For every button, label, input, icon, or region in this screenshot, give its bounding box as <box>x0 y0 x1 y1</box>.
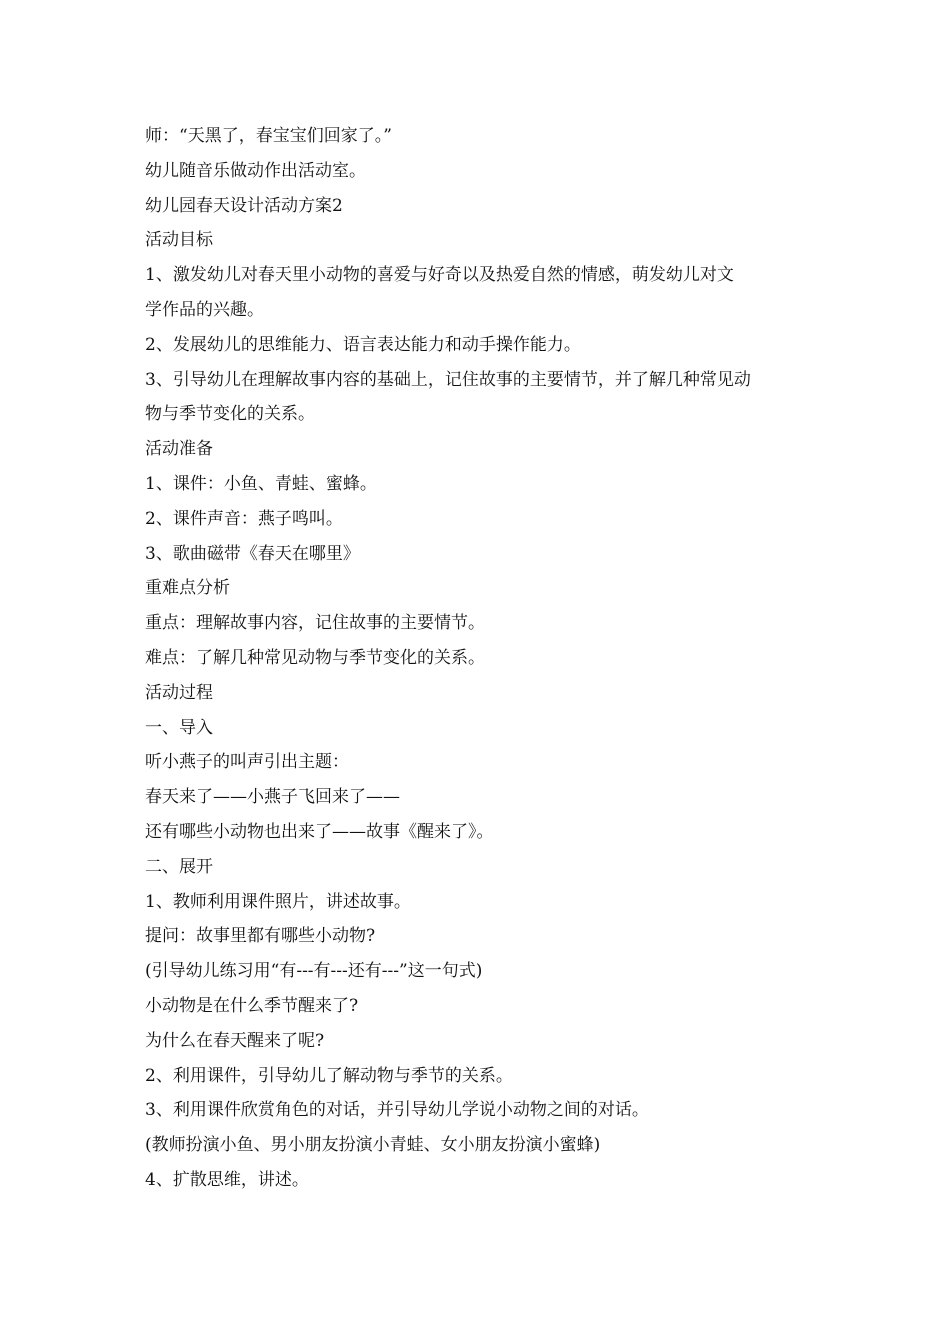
text-line: 重点：理解故事内容，记住故事的主要情节。 <box>145 613 485 634</box>
text-line: 幼儿随音乐做动作出活动室。 <box>145 160 366 181</box>
section-heading: 活动目标 <box>145 230 213 251</box>
subsection-heading: 二、展开 <box>145 856 213 877</box>
list-item: 1、教师利用课件照片，讲述故事。 <box>145 891 411 912</box>
document-body <box>145 119 825 1198</box>
text-line: 为什么在春天醒来了呢? <box>145 1030 325 1051</box>
text-line: 难点：了解几种常见动物与季节变化的关系。 <box>145 647 485 668</box>
list-item: 3、利用课件欣赏角色的对话，并引导幼儿学说小动物之间的对话。 <box>145 1100 649 1121</box>
list-item-continuation: 物与季节变化的关系。 <box>145 404 315 425</box>
list-item: 1、课件：小鱼、青蛙、蜜蜂。 <box>145 473 377 494</box>
text-line: (引导幼儿练习用“有---有---还有---”这一句式) <box>145 961 483 982</box>
list-item: 3、歌曲磁带《春天在哪里》 <box>145 543 360 564</box>
text-line: 春天来了——小燕子飞回来了—— <box>145 787 400 808</box>
section-heading: 活动过程 <box>145 682 213 703</box>
subsection-heading: 一、导入 <box>145 717 213 738</box>
section-title: 幼儿园春天设计活动方案2 <box>145 195 343 216</box>
list-item: 2、利用课件，引导幼儿了解动物与季节的关系。 <box>145 1065 513 1086</box>
list-item: 2、发展幼儿的思维能力、语言表达能力和动手操作能力。 <box>145 334 581 355</box>
text-line: (教师扮演小鱼、男小朋友扮演小青蛙、女小朋友扮演小蜜蜂) <box>145 1135 601 1156</box>
list-item-continuation: 学作品的兴趣。 <box>145 299 264 320</box>
section-heading: 重难点分析 <box>145 578 230 599</box>
list-item: 2、课件声音：燕子鸣叫。 <box>145 508 343 529</box>
list-item: 3、引导幼儿在理解故事内容的基础上，记住故事的主要情节，并了解几种常见动 <box>145 369 751 390</box>
text-line: 听小燕子的叫声引出主题： <box>145 752 349 773</box>
section-heading: 活动准备 <box>145 439 213 460</box>
text-line: 师：“天黑了，春宝宝们回家了。” <box>145 126 392 146</box>
text-line: 还有哪些小动物也出来了——故事《醒来了》。 <box>145 821 494 842</box>
text-line: 提问：故事里都有哪些小动物? <box>145 926 376 947</box>
text-line: 小动物是在什么季节醒来了? <box>145 995 359 1016</box>
list-item: 4、扩散思维，讲述。 <box>145 1169 309 1190</box>
list-item: 1、激发幼儿对春天里小动物的喜爱与好奇以及热爱自然的情感，萌发幼儿对文 <box>145 265 734 286</box>
